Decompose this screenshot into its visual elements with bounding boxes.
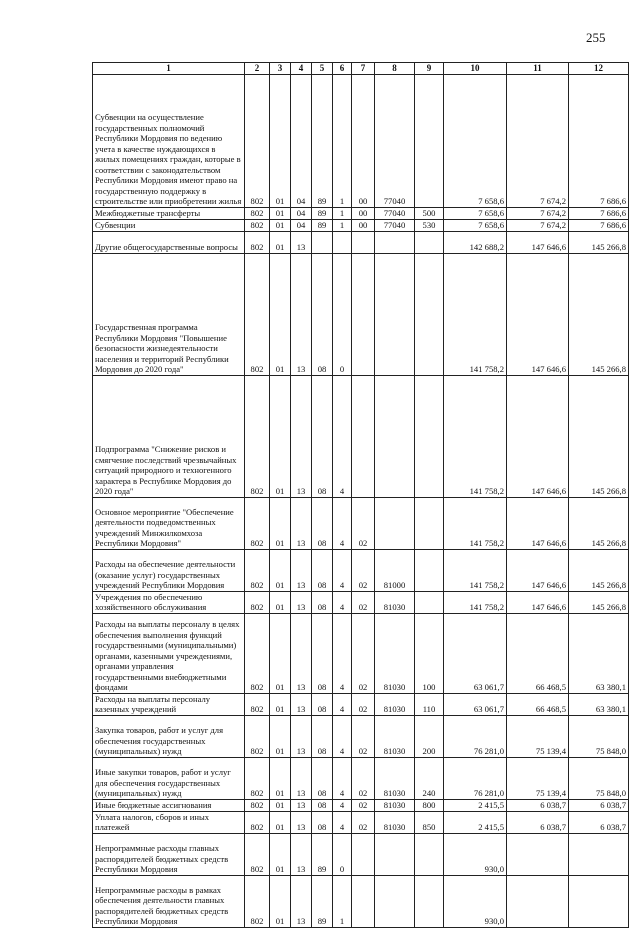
amount-cell: 930,0 [444,875,507,927]
amount-cell: 7 674,2 [507,74,569,207]
code-cell: 08 [312,757,333,799]
table-row [93,253,629,375]
table-body [93,74,629,927]
amount-cell: 145 266,8 [569,591,629,613]
code-cell: 08 [312,497,333,549]
code-cell: 802 [245,219,270,231]
amount-cell: 66 468,5 [507,693,569,715]
code-cell: 802 [245,253,270,375]
code-cell: 802 [245,591,270,613]
code-cell: 08 [312,693,333,715]
code-cell: 89 [312,875,333,927]
code-cell: 01 [270,497,291,549]
column-header: 6 [333,63,352,75]
code-cell: 02 [352,613,375,693]
code-cell: 4 [333,613,352,693]
code-cell: 04 [291,207,312,219]
row-title-cell: Субвенции [93,219,245,231]
amount-cell: 76 281,0 [444,757,507,799]
column-header: 12 [569,63,629,75]
table-row [93,219,629,231]
table-row [93,375,629,497]
amount-cell [507,833,569,875]
code-cell: 4 [333,549,352,591]
code-cell: 02 [352,549,375,591]
code-cell: 13 [291,253,312,375]
code-cell: 802 [245,375,270,497]
column-header: 3 [270,63,291,75]
code-cell: 802 [245,757,270,799]
amount-cell: 930,0 [444,833,507,875]
code-cell [352,231,375,253]
code-cell: 4 [333,375,352,497]
code-cell: 100 [415,613,444,693]
code-cell: 530 [415,219,444,231]
code-cell: 13 [291,613,312,693]
table-row [93,549,629,591]
code-cell: 01 [270,875,291,927]
code-cell: 802 [245,799,270,811]
code-cell [415,497,444,549]
code-cell: 13 [291,799,312,811]
row-title-cell: Субвенции на осуществление государственных полномочий Республики Мордовия по ведению учета в качестве нуждающихся в жилых помещениях граждан, которые в соответствии с законодательством Республики Мордовия имеют право на государственную поддержку в строительстве или приобретении жилья [93,74,245,207]
code-cell: 02 [352,799,375,811]
code-cell: 04 [291,74,312,207]
code-cell: 0 [333,253,352,375]
code-cell: 81030 [375,811,415,833]
table-row [93,833,629,875]
amount-cell: 63 061,7 [444,613,507,693]
code-cell: 01 [270,207,291,219]
row-title-cell: Межбюджетные трансферты [93,207,245,219]
code-cell: 02 [352,811,375,833]
code-cell: 89 [312,833,333,875]
code-cell [375,231,415,253]
code-cell [415,833,444,875]
column-header: 1 [93,63,245,75]
code-cell: 01 [270,253,291,375]
amount-cell: 63 380,1 [569,613,629,693]
code-cell: 802 [245,613,270,693]
amount-cell: 66 468,5 [507,613,569,693]
code-cell [375,875,415,927]
code-cell: 13 [291,811,312,833]
row-title-cell: Расходы на обеспечение деятельности (оказание услуг) государственных учреждений Республики Мордовия [93,549,245,591]
column-header: 4 [291,63,312,75]
amount-cell: 2 415,5 [444,811,507,833]
code-cell: 802 [245,74,270,207]
table-row [93,591,629,613]
code-cell [352,875,375,927]
code-cell: 1 [333,74,352,207]
code-cell: 13 [291,715,312,757]
code-cell: 89 [312,74,333,207]
code-cell: 01 [270,74,291,207]
amount-cell: 147 646,6 [507,253,569,375]
code-cell: 240 [415,757,444,799]
amount-cell: 75 139,4 [507,715,569,757]
row-title-cell: Другие общегосударственные вопросы [93,231,245,253]
column-header: 11 [507,63,569,75]
code-cell: 800 [415,799,444,811]
code-cell: 13 [291,549,312,591]
amount-cell: 141 758,2 [444,253,507,375]
code-cell [375,375,415,497]
code-cell: 01 [270,613,291,693]
code-cell: 802 [245,811,270,833]
code-cell: 81030 [375,693,415,715]
code-cell: 01 [270,375,291,497]
table-header-row [93,63,629,75]
column-header: 8 [375,63,415,75]
code-cell: 850 [415,811,444,833]
amount-cell: 141 758,2 [444,375,507,497]
code-cell: 1 [333,207,352,219]
column-header: 2 [245,63,270,75]
amount-cell: 75 139,4 [507,757,569,799]
code-cell: 08 [312,811,333,833]
amount-cell: 147 646,6 [507,231,569,253]
amount-cell: 145 266,8 [569,375,629,497]
code-cell: 13 [291,231,312,253]
code-cell: 1 [333,875,352,927]
amount-cell: 147 646,6 [507,375,569,497]
row-title-cell: Расходы на выплаты персоналу в целях обеспечения выполнения функций государственными (муниципальными) органами, казенными учреждениями, органами управления государственными внебюджетными фондами [93,613,245,693]
code-cell: 13 [291,497,312,549]
table-row [93,799,629,811]
code-cell: 02 [352,715,375,757]
row-title-cell: Непрограммные расходы в рамках обеспечения деятельности главных распорядителей бюджетных средств Республики Мордовия [93,875,245,927]
code-cell: 01 [270,715,291,757]
code-cell: 08 [312,253,333,375]
row-title-cell: Уплата налогов, сборов и иных платежей [93,811,245,833]
code-cell: 02 [352,591,375,613]
code-cell: 802 [245,497,270,549]
table-row [93,757,629,799]
code-cell [352,253,375,375]
code-cell: 01 [270,811,291,833]
amount-cell: 7 658,6 [444,207,507,219]
code-cell: 02 [352,757,375,799]
code-cell: 13 [291,375,312,497]
code-cell: 802 [245,833,270,875]
amount-cell: 7 674,2 [507,207,569,219]
amount-cell: 145 266,8 [569,231,629,253]
code-cell: 08 [312,799,333,811]
code-cell: 0 [333,833,352,875]
code-cell: 200 [415,715,444,757]
amount-cell: 7 686,6 [569,207,629,219]
code-cell: 01 [270,799,291,811]
row-title-cell: Расходы на выплаты персоналу казенных учреждений [93,693,245,715]
code-cell [415,74,444,207]
code-cell: 110 [415,693,444,715]
code-cell [415,375,444,497]
code-cell: 4 [333,811,352,833]
amount-cell: 6 038,7 [507,799,569,811]
amount-cell: 145 266,8 [569,497,629,549]
row-title-cell: Иные бюджетные ассигнования [93,799,245,811]
code-cell: 00 [352,74,375,207]
code-cell [415,549,444,591]
row-title-cell: Закупка товаров, работ и услуг для обеспечения государственных (муниципальных) нужд [93,715,245,757]
code-cell [312,231,333,253]
amount-cell: 6 038,7 [507,811,569,833]
code-cell: 77040 [375,219,415,231]
table-row [93,875,629,927]
code-cell: 802 [245,207,270,219]
table-row [93,715,629,757]
code-cell: 89 [312,207,333,219]
amount-cell: 142 688,2 [444,231,507,253]
code-cell: 802 [245,693,270,715]
amount-cell: 7 686,6 [569,219,629,231]
amount-cell: 63 380,1 [569,693,629,715]
amount-cell: 7 674,2 [507,219,569,231]
amount-cell: 76 281,0 [444,715,507,757]
code-cell [333,231,352,253]
table-row [93,613,629,693]
code-cell [415,591,444,613]
table-row [93,811,629,833]
code-cell: 4 [333,497,352,549]
table-row [93,231,629,253]
table-row [93,74,629,207]
amount-cell: 2 415,5 [444,799,507,811]
column-header: 10 [444,63,507,75]
amount-cell: 75 848,0 [569,715,629,757]
amount-cell: 7 686,6 [569,74,629,207]
code-cell [375,253,415,375]
code-cell: 89 [312,219,333,231]
table-row [93,693,629,715]
code-cell: 1 [333,219,352,231]
amount-cell [507,875,569,927]
code-cell: 08 [312,549,333,591]
column-header: 9 [415,63,444,75]
amount-cell: 147 646,6 [507,549,569,591]
code-cell [375,497,415,549]
row-title-cell: Учреждения по обеспечению хозяйственного обслуживания [93,591,245,613]
page-number: 255 [586,30,606,45]
code-cell: 81030 [375,591,415,613]
code-cell: 08 [312,613,333,693]
code-cell: 02 [352,497,375,549]
column-header: 7 [352,63,375,75]
amount-cell: 75 848,0 [569,757,629,799]
row-title-cell: Иные закупки товаров, работ и услуг для обеспечения государственных (муниципальных) нужд [93,757,245,799]
amount-cell: 145 266,8 [569,253,629,375]
code-cell: 802 [245,549,270,591]
code-cell [415,231,444,253]
code-cell: 13 [291,757,312,799]
amount-cell: 7 658,6 [444,74,507,207]
code-cell [375,833,415,875]
code-cell: 500 [415,207,444,219]
code-cell: 00 [352,219,375,231]
code-cell: 13 [291,693,312,715]
amount-cell: 141 758,2 [444,549,507,591]
code-cell: 81030 [375,799,415,811]
code-cell: 01 [270,231,291,253]
code-cell: 802 [245,231,270,253]
code-cell: 01 [270,219,291,231]
row-title-cell: Непрограммные расходы главных распорядителей бюджетных средств Республики Мордовия [93,833,245,875]
code-cell: 00 [352,207,375,219]
code-cell: 13 [291,875,312,927]
amount-cell: 6 038,7 [569,799,629,811]
code-cell: 4 [333,715,352,757]
code-cell [352,833,375,875]
code-cell: 81030 [375,613,415,693]
row-title-cell: Основное мероприятие "Обеспечение деятельности подведомственных учреждений Минжилкомхоза Республики Мордовия" [93,497,245,549]
code-cell: 01 [270,549,291,591]
code-cell: 81000 [375,549,415,591]
code-cell [415,253,444,375]
amount-cell: 147 646,6 [507,591,569,613]
code-cell: 802 [245,715,270,757]
code-cell: 08 [312,591,333,613]
code-cell: 02 [352,693,375,715]
code-cell: 01 [270,833,291,875]
code-cell: 13 [291,591,312,613]
row-title-cell: Подпрограмма "Снижение рисков и смягчение последствий чрезвычайных ситуаций природного и техногенного характера в Республике Мордовия до 2020 года" [93,375,245,497]
code-cell: 4 [333,757,352,799]
code-cell: 4 [333,591,352,613]
row-title-cell: Государственная программа Республики Мордовия "Повышение безопасности жизнедеятельности населения и территорий Республики Мордовия до 2020 года" [93,253,245,375]
code-cell: 08 [312,715,333,757]
amount-cell: 147 646,6 [507,497,569,549]
code-cell: 04 [291,219,312,231]
amount-cell: 7 658,6 [444,219,507,231]
code-cell: 81030 [375,757,415,799]
code-cell: 4 [333,799,352,811]
code-cell: 81030 [375,715,415,757]
code-cell: 01 [270,591,291,613]
amount-cell: 141 758,2 [444,591,507,613]
code-cell [352,375,375,497]
code-cell: 01 [270,693,291,715]
column-header: 5 [312,63,333,75]
code-cell: 13 [291,833,312,875]
amount-cell: 145 266,8 [569,549,629,591]
code-cell: 802 [245,875,270,927]
code-cell: 4 [333,693,352,715]
code-cell: 01 [270,757,291,799]
code-cell: 77040 [375,207,415,219]
code-cell: 08 [312,375,333,497]
amount-cell: 141 758,2 [444,497,507,549]
code-cell [415,875,444,927]
table-row [93,207,629,219]
code-cell: 77040 [375,74,415,207]
table-row [93,497,629,549]
budget-table [92,62,629,928]
amount-cell: 63 061,7 [444,693,507,715]
amount-cell: 6 038,7 [569,811,629,833]
amount-cell [569,833,629,875]
amount-cell [569,875,629,927]
